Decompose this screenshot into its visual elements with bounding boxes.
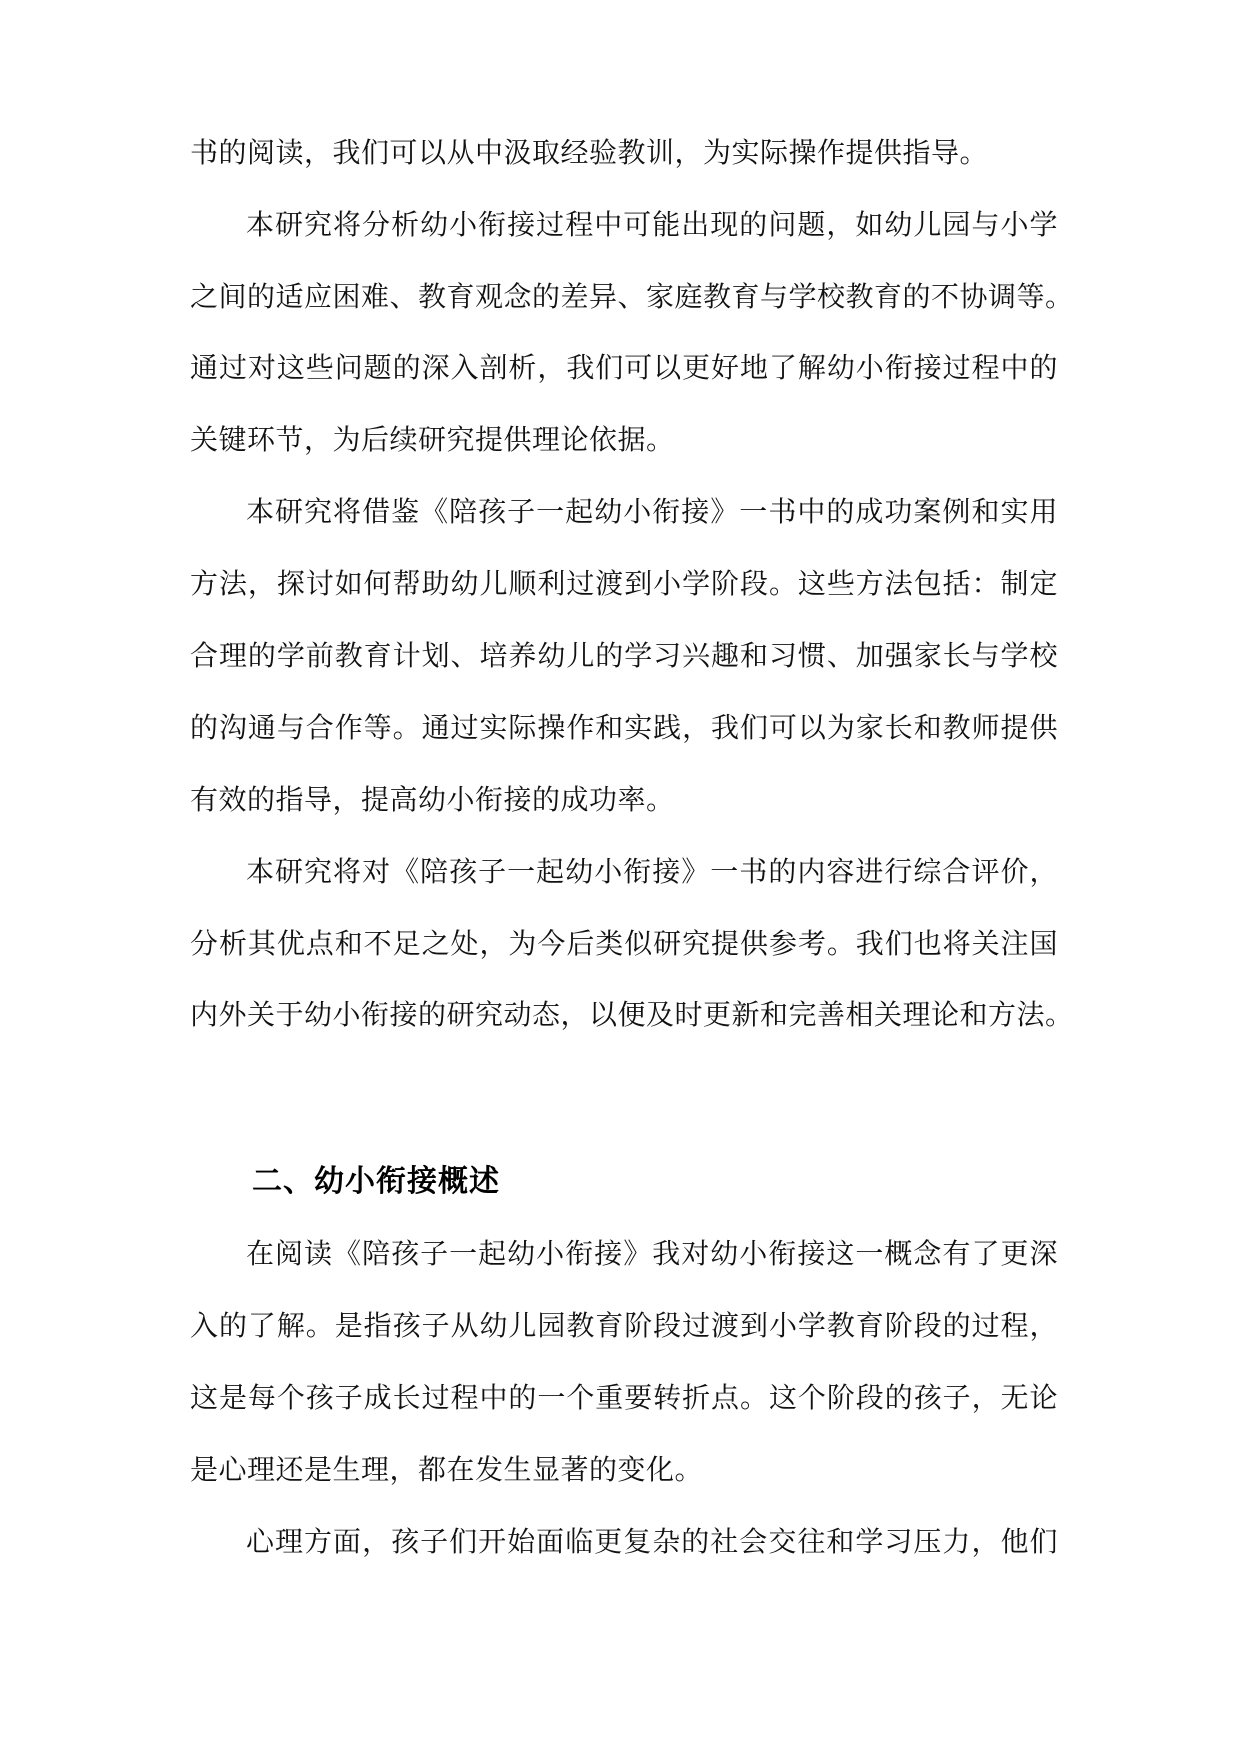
paragraph-line: 书的阅读，我们可以从中汲取经验教训，为实际操作提供指导。 — [190, 136, 989, 169]
paragraph-line: 这是每个孩子成长过程中的一个重要转折点。这个阶段的孩子，无论 — [190, 1381, 1058, 1414]
paragraph-line: 在阅读《陪孩子一起幼小衔接》我对幼小衔接这一概念有了更深 — [246, 1237, 1058, 1270]
paragraph-line: 有效的指导，提高幼小衔接的成功率。 — [190, 783, 675, 816]
section-heading: 二、幼小衔接概述 — [252, 1164, 500, 1199]
paragraph-line: 通过对这些问题的深入剖析，我们可以更好地了解幼小衔接过程中的 — [190, 351, 1058, 384]
paragraph-line: 合理的学前教育计划、培养幼儿的学习兴趣和习惯、加强家长与学校 — [190, 639, 1058, 672]
paragraph-line: 心理方面，孩子们开始面临更复杂的社会交往和学习压力，他们 — [246, 1525, 1058, 1558]
paragraph-line: 关键环节，为后续研究提供理论依据。 — [190, 423, 675, 456]
paragraph-line: 入的了解。是指孩子从幼儿园教育阶段过渡到小学教育阶段的过程， — [190, 1309, 1058, 1342]
paragraph-line: 本研究将借鉴《陪孩子一起幼小衔接》一书中的成功案例和实用 — [246, 495, 1058, 528]
paragraph-line: 是心理还是生理，都在发生显著的变化。 — [190, 1453, 704, 1486]
paragraph-line: 分析其优点和不足之处，为今后类似研究提供参考。我们也将关注国 — [190, 927, 1058, 960]
paragraph-line: 之间的适应困难、教育观念的差异、家庭教育与学校教育的不协调等。 — [190, 280, 1074, 313]
paragraph-line: 方法，探讨如何帮助幼儿顺利过渡到小学阶段。这些方法包括：制定 — [190, 567, 1058, 600]
paragraph-line: 内外关于幼小衔接的研究动态，以便及时更新和完善相关理论和方法。 — [190, 998, 1074, 1031]
paragraph-line: 的沟通与合作等。通过实际操作和实践，我们可以为家长和教师提供 — [190, 711, 1058, 744]
paragraph-line: 本研究将对《陪孩子一起幼小衔接》一书的内容进行综合评价， — [246, 855, 1058, 888]
paragraph-line: 本研究将分析幼小衔接过程中可能出现的问题，如幼儿园与小学 — [246, 208, 1058, 241]
